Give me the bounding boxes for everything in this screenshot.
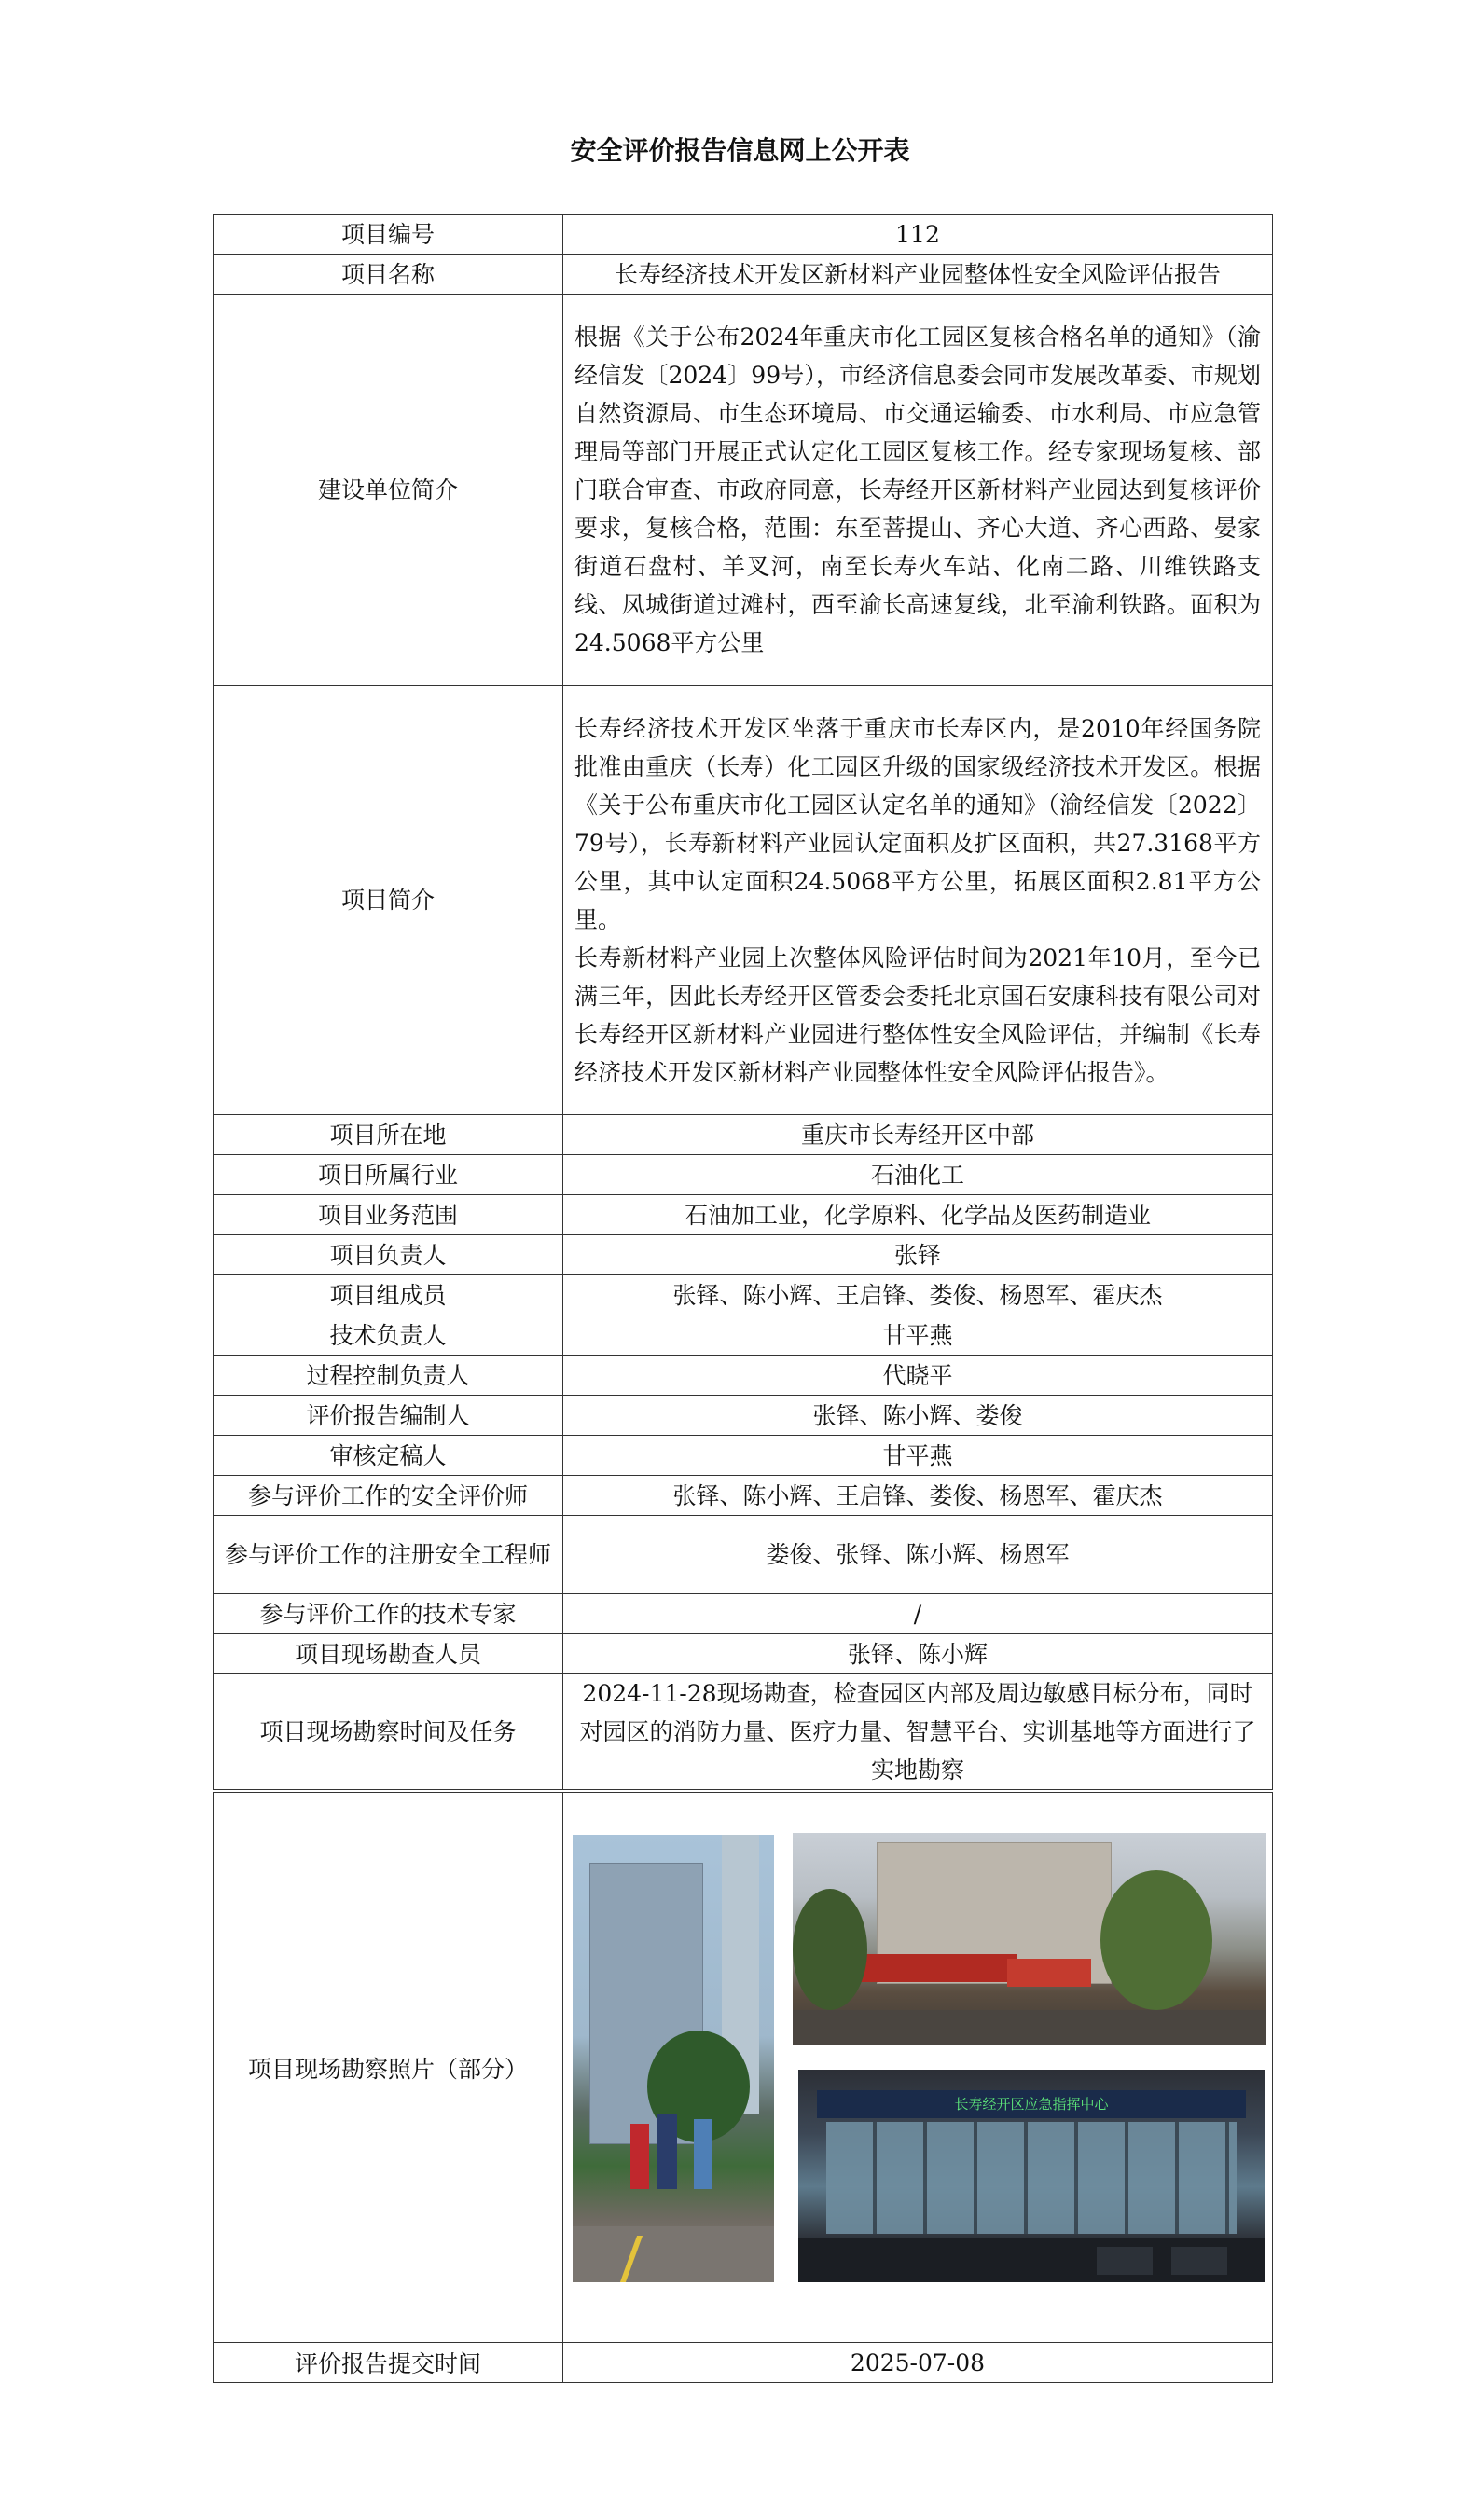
row-label: 项目所在地 bbox=[214, 1115, 563, 1155]
row-value: 张铎 bbox=[563, 1235, 1273, 1275]
row-label: 建设单位简介 bbox=[214, 295, 563, 686]
submit-value: 2025-07-08 bbox=[563, 2343, 1273, 2383]
row-value: 石油加工业，化学原料、化学品及医药制造业 bbox=[563, 1195, 1273, 1235]
row-label: 项目名称 bbox=[214, 255, 563, 295]
command-center-banner: 长寿经开区应急指挥中心 bbox=[817, 2090, 1246, 2118]
table-row bbox=[214, 295, 1273, 686]
row-value: 根据《关于公布2024年重庆市化工园区复核合格名单的通知》（渝经信发〔2024〕99号），市经济信息委会同市发展改革委、市规划自然资源局、市生态环境局、市交通运输委、市水利局、市应急管理局等部门开展正式认定化工园区复核工作。经专家现场复核、部门联合审查、市政府同意，长寿经开区新材料产业园达到复核评价要求，复核合格，范围：东至菩提山、齐心大道、齐心西路、晏家街道石盘村、羊叉河，南至长寿火车站、化南二路、川维铁路支线、凤城街道过滩村，西至渝长高速复线，北至渝利铁路。面积为24.5068平方公里 bbox=[563, 295, 1273, 686]
table-row bbox=[214, 1634, 1273, 1674]
photo-office-tower bbox=[573, 1835, 774, 2282]
table-row bbox=[214, 1356, 1273, 1396]
table-row bbox=[214, 2343, 1273, 2383]
row-value: / bbox=[563, 1594, 1273, 1634]
photo-cell bbox=[563, 1793, 1273, 2343]
info-table bbox=[213, 214, 1273, 1790]
row-value: 长寿经济技术开发区坐落于重庆市长寿区内，是2010年经国务院批准由重庆（长寿）化工园区升级的国家级经济技术开发区。根据《关于公布重庆市化工园区认定名单的通知》（渝经信发〔2022〕79号），长寿新材料产业园认定面积及扩区面积，共27.3168平方公里，其中认定面积24.5068平方公里，拓展区面积2.81平方公里。 bbox=[574, 714, 1261, 933]
row-label: 项目所属行业 bbox=[214, 1155, 563, 1195]
table-row bbox=[214, 1195, 1273, 1235]
photo-table bbox=[213, 1792, 1273, 2383]
row-value: 长寿经济技术开发区新材料产业园整体性安全风险评估报告 bbox=[563, 255, 1273, 295]
row-value: 重庆市长寿经开区中部 bbox=[563, 1115, 1273, 1155]
table-row bbox=[214, 686, 1273, 1115]
row-label: 项目现场勘查人员 bbox=[214, 1634, 563, 1674]
row-label: 评价报告编制人 bbox=[214, 1396, 563, 1436]
row-label: 过程控制负责人 bbox=[214, 1356, 563, 1396]
table-row bbox=[214, 1155, 1273, 1195]
row-label: 技术负责人 bbox=[214, 1315, 563, 1356]
row-value: 甘平燕 bbox=[563, 1436, 1273, 1476]
row-value: 娄俊、张铎、陈小辉、杨恩军 bbox=[563, 1516, 1273, 1594]
table-row bbox=[214, 1315, 1273, 1356]
table-row bbox=[214, 1516, 1273, 1594]
table-row bbox=[214, 1115, 1273, 1155]
row-value-block bbox=[563, 686, 1273, 1115]
row-value: 2024-11-28现场勘查，检查园区内部及周边敏感目标分布，同时对园区的消防力量、医疗力量、智慧平台、实训基地等方面进行了实地勘察 bbox=[563, 1674, 1273, 1790]
row-label: 项目简介 bbox=[214, 686, 563, 1115]
row-value: 甘平燕 bbox=[563, 1315, 1273, 1356]
table-row bbox=[214, 1396, 1273, 1436]
row-value: 张铎、陈小辉 bbox=[563, 1634, 1273, 1674]
submit-label: 评价报告提交时间 bbox=[214, 2343, 563, 2383]
row-value: 张铎、陈小辉、王启锋、娄俊、杨恩军、霍庆杰 bbox=[563, 1275, 1273, 1315]
row-label: 项目编号 bbox=[214, 215, 563, 255]
row-label: 项目负责人 bbox=[214, 1235, 563, 1275]
photo-gallery bbox=[563, 1797, 1272, 2338]
row-label: 参与评价工作的技术专家 bbox=[214, 1594, 563, 1634]
page-title: 安全评价报告信息网上公开表 bbox=[570, 135, 910, 166]
row-label: 项目现场勘察时间及任务 bbox=[214, 1674, 563, 1790]
table-row bbox=[214, 1476, 1273, 1516]
row-value: 112 bbox=[563, 215, 1273, 255]
row-value: 石油化工 bbox=[563, 1155, 1273, 1195]
row-value: 张铎、陈小辉、王启锋、娄俊、杨恩军、霍庆杰 bbox=[563, 1476, 1273, 1516]
table-row bbox=[214, 1275, 1273, 1315]
row-label: 项目组成员 bbox=[214, 1275, 563, 1315]
table-row bbox=[214, 215, 1273, 255]
row-value: 张铎、陈小辉、娄俊 bbox=[563, 1396, 1273, 1436]
photo-row bbox=[214, 1793, 1273, 2343]
photo-command-center bbox=[798, 2070, 1265, 2282]
row-label: 参与评价工作的注册安全工程师 bbox=[214, 1516, 563, 1594]
row-label: 审核定稿人 bbox=[214, 1436, 563, 1476]
row-label: 项目业务范围 bbox=[214, 1195, 563, 1235]
row-value: 代晓平 bbox=[563, 1356, 1273, 1396]
photo-label: 项目现场勘察照片（部分） bbox=[214, 1793, 563, 2343]
table-row bbox=[214, 1436, 1273, 1476]
table-row bbox=[214, 255, 1273, 295]
table-row bbox=[214, 1594, 1273, 1634]
row-label: 参与评价工作的安全评价师 bbox=[214, 1476, 563, 1516]
photo-street-building bbox=[793, 1833, 1266, 2045]
table-row bbox=[214, 1235, 1273, 1275]
table-row bbox=[214, 1674, 1273, 1790]
row-value-paragraph-2: 长寿新材料产业园上次整体风险评估时间为2021年10月，至今已满三年，因此长寿经开区管委会委托北京国石安康科技有限公司对长寿经开区新材料产业园进行整体性安全风险评估，并编制《长寿经济技术开发区新材料产业园整体性安全风险评估报告》。 bbox=[574, 943, 1261, 1086]
